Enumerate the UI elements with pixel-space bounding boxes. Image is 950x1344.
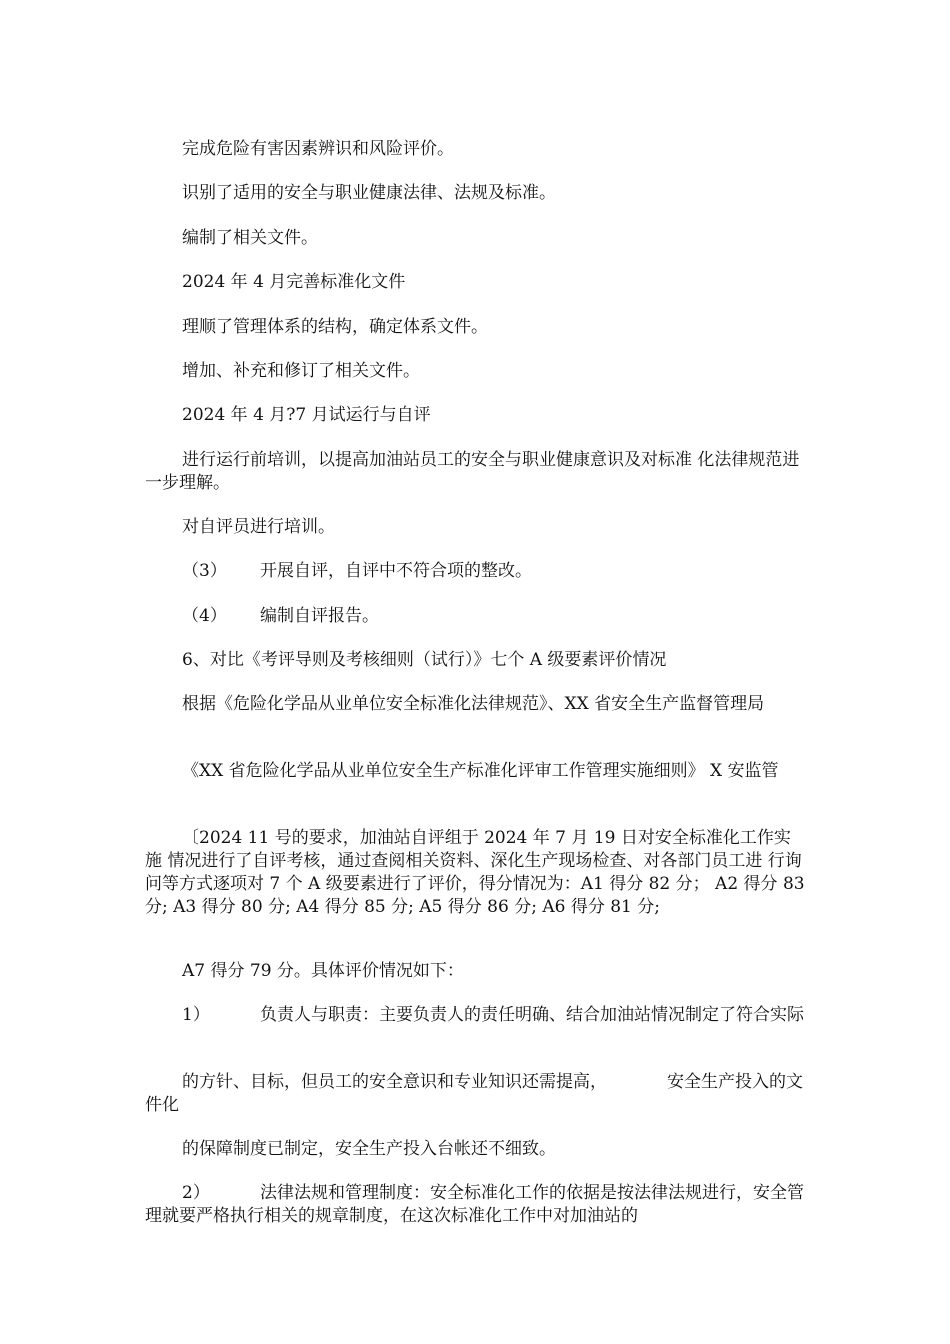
paragraph-trial-run: 2024 年 4 月?7 月试运行与自评 [182,405,431,425]
paragraph-system-structure: 理顺了管理体系的结构，确定体系文件。 [182,317,488,337]
item-number-eval-1: 1） [182,1005,210,1025]
paragraph-self-evaluation-scores: 〔2024 11 号的要求，加油站自评组于 2024 年 7 月 19 日对安全标准化工作实施 情况进行了自评考核，通过查阅相关资料、深化生产现场检查、对各部门员工进 行询问等方式逐项对 7 个 A 级要素进行了评价，得分情况为：A1 得分 82 分； A2 得分 83 分; A3 得分 80 分; A4 得分 85 分; A5 得分 86 分; A6 得分 81 分; [145,828,805,917]
paragraph-a7-score: A7 得分 79 分。具体评价情况如下： [182,961,464,981]
list-item-text: 开展自评，自评中不符合项的整改。 [260,561,532,581]
list-item-number: （3） [182,561,227,581]
list-item-report [182,605,379,628]
paragraph-april-improve-docs: 2024 年 4 月完善标准化文件 [182,272,406,292]
eval-1-text-part-a: 的方针、目标，但员工的安全意识和专业知识还需提高， [182,1072,607,1092]
eval-2-text: 法律法规和管理制度：安全标准化工作的依据是按法律法规进行，安全管 理就要严格执行相关的规章制度，在这次标准化工作中对加油站的 [145,1183,804,1226]
paragraph-eval-responsibility-cont [145,1071,805,1117]
paragraph-pre-run-training: 进行运行前培训，以提高加油站员工的安全与职业健康意识及对标准 化法律规范进一步理解。 [145,450,800,493]
section-6-heading: 6、对比《考评导则及考核细则（试行）》七个 A 级要素评价情况 [182,650,667,670]
paragraph-basis: 根据《危险化学品从业单位安全标准化法律规范》、XX 省安全生产监督管理局 [182,694,765,714]
paragraph-eval-responsibility-end: 的保障制度已制定，安全生产投入台帐还不细致。 [182,1139,556,1159]
paragraph-eval-responsibility [145,1004,805,1027]
paragraph-implementation-rules: 《XX 省危险化学品从业单位安全生产标准化评审工作管理实施细则》 X 安监管 [182,761,779,781]
paragraph-docs-revised: 增加、补充和修订了相关文件。 [182,361,420,381]
list-item-text: 编制自评报告。 [260,606,379,626]
eval-1-text: 负责人与职责：主要负责人的责任明确、结合加油站情况制定了符合实际 [260,1005,804,1025]
item-number-eval-2: 2） [182,1183,210,1203]
list-item-self-evaluation [182,560,532,583]
paragraph-documents-compiled: 编制了相关文件。 [182,228,318,248]
eval-1-text-part-b: 安全生产投入的文件化 [145,1072,803,1115]
paragraph-evaluator-training: 对自评员进行培训。 [182,517,335,537]
paragraph-laws-identified: 识别了适用的安全与职业健康法律、法规及标准。 [182,183,556,203]
list-item-number: （4） [182,606,227,626]
paragraph-eval-laws-regulations [145,1182,805,1228]
paragraph-hazard-identification: 完成危险有害因素辨识和风险评价。 [182,139,454,159]
